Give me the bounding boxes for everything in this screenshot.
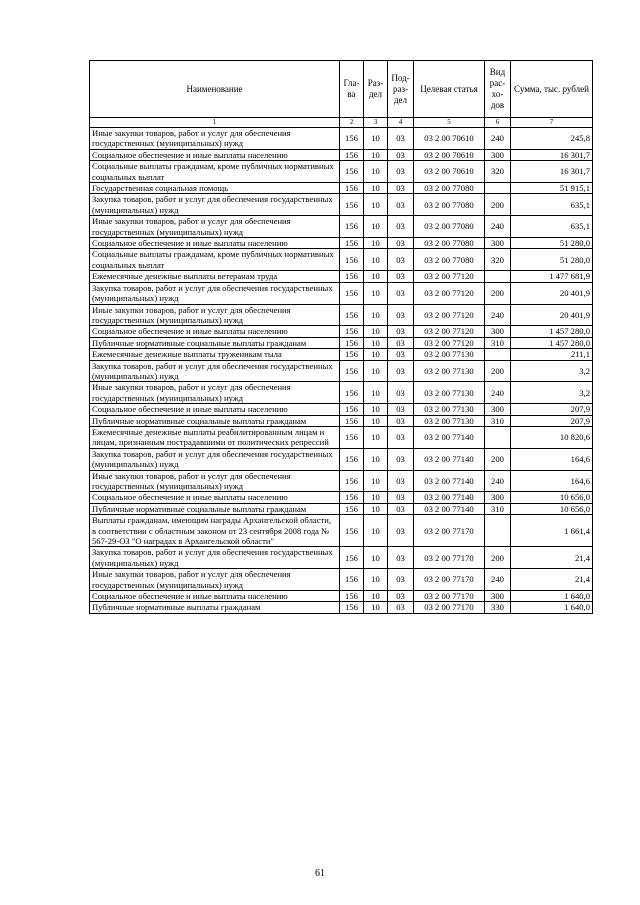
row-razdel: 10 — [364, 382, 388, 404]
column-number-row — [90, 118, 593, 128]
row-glava: 156 — [340, 404, 364, 415]
row-name: Социальные выплаты гражданам, кроме публичных нормативных социальных выплат — [90, 161, 340, 183]
row-razdel: 10 — [364, 216, 388, 238]
row-podrazdel: 03 — [388, 128, 414, 150]
row-podrazdel: 03 — [388, 404, 414, 415]
row-target-article: 03 2 00 70610 — [414, 128, 485, 150]
row-name: Иные закупки товаров, работ и услуг для обеспечения государственных (муниципальных) нужд — [90, 382, 340, 404]
row-razdel: 10 — [364, 602, 388, 613]
row-expense-type: 320 — [485, 249, 511, 271]
row-amount: 16 301,7 — [511, 149, 593, 160]
row-name: Иные закупки товаров, работ и услуг для обеспечения государственных (муниципальных) нужд — [90, 569, 340, 591]
table-row — [90, 282, 593, 304]
row-podrazdel: 03 — [388, 238, 414, 249]
header-glava: Гла-ва — [340, 61, 364, 118]
row-target-article: 03 2 00 77080 — [414, 183, 485, 194]
row-target-article: 03 2 00 77080 — [414, 194, 485, 216]
row-podrazdel: 03 — [388, 569, 414, 591]
row-razdel: 10 — [364, 404, 388, 415]
header-razdel: Раз-дел — [364, 61, 388, 118]
row-expense-type: 330 — [485, 602, 511, 613]
row-expense-type: 240 — [485, 216, 511, 238]
table-row — [90, 404, 593, 415]
column-number: 2 — [340, 118, 364, 128]
row-target-article: 03 2 00 77080 — [414, 238, 485, 249]
row-expense-type: 200 — [485, 448, 511, 470]
row-amount: 3,2 — [511, 360, 593, 382]
row-target-article: 03 2 00 77120 — [414, 304, 485, 326]
row-glava: 156 — [340, 470, 364, 492]
table-row — [90, 503, 593, 514]
table-header-row — [90, 61, 593, 118]
table-body — [90, 128, 593, 614]
row-amount: 1 457 280,0 — [511, 326, 593, 337]
row-target-article: 03 2 00 77120 — [414, 337, 485, 348]
row-razdel: 10 — [364, 183, 388, 194]
table-row — [90, 360, 593, 382]
row-name: Иные закупки товаров, работ и услуг для обеспечения государственных (муниципальных) нужд — [90, 128, 340, 150]
row-expense-type: 300 — [485, 238, 511, 249]
row-expense-type — [485, 515, 511, 547]
row-amount: 635,1 — [511, 216, 593, 238]
table-row — [90, 515, 593, 547]
column-number: 7 — [511, 118, 593, 128]
row-target-article: 03 2 00 70610 — [414, 161, 485, 183]
row-podrazdel: 03 — [388, 591, 414, 602]
row-amount: 16 301,7 — [511, 161, 593, 183]
row-target-article: 03 2 00 77140 — [414, 448, 485, 470]
row-podrazdel: 03 — [388, 249, 414, 271]
row-target-article: 03 2 00 77170 — [414, 569, 485, 591]
row-name: Публичные нормативные выплаты гражданам — [90, 602, 340, 613]
row-razdel: 10 — [364, 569, 388, 591]
table-row — [90, 304, 593, 326]
row-podrazdel: 03 — [388, 282, 414, 304]
row-amount: 1 640,0 — [511, 591, 593, 602]
row-expense-type: 240 — [485, 569, 511, 591]
row-razdel: 10 — [364, 149, 388, 160]
row-razdel: 10 — [364, 271, 388, 282]
row-amount: 164,6 — [511, 470, 593, 492]
row-target-article: 03 2 00 77130 — [414, 415, 485, 426]
row-name: Закупка товаров, работ и услуг для обеспечения государственных (муниципальных) нужд — [90, 448, 340, 470]
row-podrazdel: 03 — [388, 194, 414, 216]
table-row — [90, 238, 593, 249]
row-name: Ежемесячные денежные выплаты ветеранам труда — [90, 271, 340, 282]
row-razdel: 10 — [364, 470, 388, 492]
row-glava: 156 — [340, 304, 364, 326]
row-name: Закупка товаров, работ и услуг для обеспечения государственных (муниципальных) нужд — [90, 282, 340, 304]
row-expense-type: 300 — [485, 591, 511, 602]
row-glava: 156 — [340, 426, 364, 448]
header-target-article: Целевая статья — [414, 61, 485, 118]
row-glava: 156 — [340, 547, 364, 569]
row-podrazdel: 03 — [388, 216, 414, 238]
row-razdel: 10 — [364, 426, 388, 448]
row-razdel: 10 — [364, 326, 388, 337]
row-target-article: 03 2 00 77170 — [414, 547, 485, 569]
row-name: Публичные нормативные социальные выплаты гражданам — [90, 337, 340, 348]
row-expense-type — [485, 271, 511, 282]
row-podrazdel: 03 — [388, 304, 414, 326]
row-amount: 211,1 — [511, 349, 593, 360]
table-row — [90, 602, 593, 613]
row-razdel: 10 — [364, 515, 388, 547]
row-name: Публичные нормативные социальные выплаты гражданам — [90, 503, 340, 514]
table-row — [90, 271, 593, 282]
row-razdel: 10 — [364, 194, 388, 216]
row-podrazdel: 03 — [388, 448, 414, 470]
table-row — [90, 326, 593, 337]
row-amount: 3,2 — [511, 382, 593, 404]
row-name: Закупка товаров, работ и услуг для обеспечения государственных (муниципальных) нужд — [90, 360, 340, 382]
row-glava: 156 — [340, 448, 364, 470]
row-glava: 156 — [340, 216, 364, 238]
row-target-article: 03 2 00 77130 — [414, 349, 485, 360]
table-row — [90, 547, 593, 569]
table-row — [90, 349, 593, 360]
row-name: Государственная социальная помощь — [90, 183, 340, 194]
budget-table — [89, 60, 593, 614]
row-glava: 156 — [340, 492, 364, 503]
row-podrazdel: 03 — [388, 503, 414, 514]
row-razdel: 10 — [364, 337, 388, 348]
table-row — [90, 448, 593, 470]
table-row — [90, 128, 593, 150]
table-row — [90, 591, 593, 602]
row-target-article: 03 2 00 77140 — [414, 492, 485, 503]
row-name: Иные закупки товаров, работ и услуг для обеспечения государственных (муниципальных) нужд — [90, 216, 340, 238]
row-expense-type — [485, 426, 511, 448]
row-amount: 10 656,0 — [511, 503, 593, 514]
row-target-article: 03 2 00 77170 — [414, 602, 485, 613]
header-amount: Сумма, тыс. рублей — [511, 61, 593, 118]
row-target-article: 03 2 00 77120 — [414, 282, 485, 304]
row-podrazdel: 03 — [388, 492, 414, 503]
table-row — [90, 415, 593, 426]
row-expense-type: 200 — [485, 282, 511, 304]
header-expense-type: Вид рас-хо-дов — [485, 61, 511, 118]
row-amount: 1 640,0 — [511, 602, 593, 613]
row-podrazdel: 03 — [388, 547, 414, 569]
column-number: 3 — [364, 118, 388, 128]
row-target-article: 03 2 00 77140 — [414, 503, 485, 514]
row-expense-type: 300 — [485, 149, 511, 160]
row-name: Социальное обеспечение и иные выплаты населению — [90, 492, 340, 503]
row-name: Социальное обеспечение и иные выплаты населению — [90, 149, 340, 160]
row-expense-type: 200 — [485, 360, 511, 382]
row-expense-type: 240 — [485, 128, 511, 150]
row-target-article: 03 2 00 77130 — [414, 360, 485, 382]
row-amount: 10 820,6 — [511, 426, 593, 448]
row-podrazdel: 03 — [388, 326, 414, 337]
row-amount: 21,4 — [511, 569, 593, 591]
row-name: Ежемесячные денежные выплаты реабилитированным лицам и лицам, признанным пострадавшими от политических репрессий — [90, 426, 340, 448]
table-row — [90, 194, 593, 216]
row-target-article: 03 2 00 77170 — [414, 515, 485, 547]
row-amount: 207,9 — [511, 404, 593, 415]
row-podrazdel: 03 — [388, 337, 414, 348]
row-razdel: 10 — [364, 249, 388, 271]
row-expense-type: 240 — [485, 382, 511, 404]
row-razdel: 10 — [364, 492, 388, 503]
row-razdel: 10 — [364, 591, 388, 602]
row-amount: 51 915,1 — [511, 183, 593, 194]
row-podrazdel: 03 — [388, 470, 414, 492]
row-expense-type — [485, 183, 511, 194]
row-expense-type: 310 — [485, 337, 511, 348]
row-glava: 156 — [340, 503, 364, 514]
row-target-article: 03 2 00 77140 — [414, 470, 485, 492]
table-row — [90, 426, 593, 448]
row-expense-type: 300 — [485, 326, 511, 337]
row-expense-type: 200 — [485, 194, 511, 216]
row-podrazdel: 03 — [388, 515, 414, 547]
row-glava: 156 — [340, 360, 364, 382]
column-number: 6 — [485, 118, 511, 128]
row-glava: 156 — [340, 569, 364, 591]
row-expense-type: 310 — [485, 415, 511, 426]
table-row — [90, 216, 593, 238]
row-glava: 156 — [340, 337, 364, 348]
column-number: 4 — [388, 118, 414, 128]
column-number: 5 — [414, 118, 485, 128]
row-target-article: 03 2 00 77170 — [414, 591, 485, 602]
row-amount: 20 401,9 — [511, 282, 593, 304]
row-glava: 156 — [340, 194, 364, 216]
row-podrazdel: 03 — [388, 360, 414, 382]
row-podrazdel: 03 — [388, 161, 414, 183]
row-expense-type: 300 — [485, 404, 511, 415]
row-razdel: 10 — [364, 547, 388, 569]
row-amount: 164,6 — [511, 448, 593, 470]
row-expense-type: 320 — [485, 161, 511, 183]
row-glava: 156 — [340, 249, 364, 271]
table-row — [90, 569, 593, 591]
row-podrazdel: 03 — [388, 183, 414, 194]
row-glava: 156 — [340, 326, 364, 337]
row-razdel: 10 — [364, 304, 388, 326]
row-name: Закупка товаров, работ и услуг для обеспечения государственных (муниципальных) нужд — [90, 194, 340, 216]
row-target-article: 03 2 00 77120 — [414, 326, 485, 337]
row-name: Социальные выплаты гражданам, кроме публичных нормативных социальных выплат — [90, 249, 340, 271]
row-target-article: 03 2 00 77130 — [414, 404, 485, 415]
row-target-article: 03 2 00 77080 — [414, 249, 485, 271]
table-row — [90, 149, 593, 160]
row-razdel: 10 — [364, 360, 388, 382]
row-glava: 156 — [340, 349, 364, 360]
row-razdel: 10 — [364, 415, 388, 426]
row-name: Социальное обеспечение и иные выплаты населению — [90, 404, 340, 415]
row-name: Социальное обеспечение и иные выплаты населению — [90, 238, 340, 249]
row-amount: 1 661,4 — [511, 515, 593, 547]
row-expense-type: 240 — [485, 470, 511, 492]
row-podrazdel: 03 — [388, 349, 414, 360]
budget-table-container — [89, 60, 592, 614]
row-target-article: 03 2 00 77130 — [414, 382, 485, 404]
row-podrazdel: 03 — [388, 149, 414, 160]
row-expense-type: 200 — [485, 547, 511, 569]
row-amount: 207,9 — [511, 415, 593, 426]
row-podrazdel: 03 — [388, 415, 414, 426]
row-podrazdel: 03 — [388, 382, 414, 404]
row-glava: 156 — [340, 161, 364, 183]
row-amount: 1 477 681,9 — [511, 271, 593, 282]
table-row — [90, 337, 593, 348]
row-razdel: 10 — [364, 282, 388, 304]
row-razdel: 10 — [364, 238, 388, 249]
table-row — [90, 249, 593, 271]
row-glava: 156 — [340, 149, 364, 160]
row-razdel: 10 — [364, 161, 388, 183]
row-glava: 156 — [340, 271, 364, 282]
row-glava: 156 — [340, 282, 364, 304]
table-row — [90, 382, 593, 404]
row-name: Публичные нормативные социальные выплаты гражданам — [90, 415, 340, 426]
header-podrazdel: Под-раз-дел — [388, 61, 414, 118]
row-amount: 51 280,0 — [511, 249, 593, 271]
row-amount: 20 401,9 — [511, 304, 593, 326]
table-row — [90, 183, 593, 194]
column-number: 1 — [90, 118, 340, 128]
row-name: Выплаты гражданам, имеющим награды Архангельской области, в соответствии с областным законом от 23 сентября 2008 года № 567-29-ОЗ "О наградах в Архангельской области" — [90, 515, 340, 547]
row-razdel: 10 — [364, 349, 388, 360]
row-expense-type: 310 — [485, 503, 511, 514]
row-glava: 156 — [340, 128, 364, 150]
row-name: Иные закупки товаров, работ и услуг для обеспечения государственных (муниципальных) нужд — [90, 470, 340, 492]
row-glava: 156 — [340, 238, 364, 249]
row-target-article: 03 2 00 77080 — [414, 216, 485, 238]
table-row — [90, 492, 593, 503]
row-expense-type — [485, 349, 511, 360]
row-target-article: 03 2 00 77120 — [414, 271, 485, 282]
row-name: Социальное обеспечение и иные выплаты населению — [90, 326, 340, 337]
row-podrazdel: 03 — [388, 426, 414, 448]
row-expense-type: 300 — [485, 492, 511, 503]
row-razdel: 10 — [364, 128, 388, 150]
row-name: Социальное обеспечение и иные выплаты населению — [90, 591, 340, 602]
row-name: Ежемесячные денежные выплаты труженикам тыла — [90, 349, 340, 360]
row-amount: 245,8 — [511, 128, 593, 150]
row-amount: 21,4 — [511, 547, 593, 569]
row-glava: 156 — [340, 591, 364, 602]
table-row — [90, 470, 593, 492]
row-glava: 156 — [340, 183, 364, 194]
row-amount: 1 457 280,0 — [511, 337, 593, 348]
row-target-article: 03 2 00 70610 — [414, 149, 485, 160]
row-glava: 156 — [340, 602, 364, 613]
row-amount: 635,1 — [511, 194, 593, 216]
table-row — [90, 161, 593, 183]
row-amount: 10 656,0 — [511, 492, 593, 503]
row-amount: 51 280,0 — [511, 238, 593, 249]
row-glava: 156 — [340, 382, 364, 404]
row-podrazdel: 03 — [388, 271, 414, 282]
row-razdel: 10 — [364, 503, 388, 514]
row-expense-type: 240 — [485, 304, 511, 326]
row-name: Закупка товаров, работ и услуг для обеспечения государственных (муниципальных) нужд — [90, 547, 340, 569]
page-number: 61 — [315, 868, 325, 879]
row-podrazdel: 03 — [388, 602, 414, 613]
row-name: Иные закупки товаров, работ и услуг для обеспечения государственных (муниципальных) нужд — [90, 304, 340, 326]
header-name: Наименование — [90, 61, 340, 118]
row-razdel: 10 — [364, 448, 388, 470]
row-glava: 156 — [340, 515, 364, 547]
row-target-article: 03 2 00 77140 — [414, 426, 485, 448]
row-glava: 156 — [340, 415, 364, 426]
